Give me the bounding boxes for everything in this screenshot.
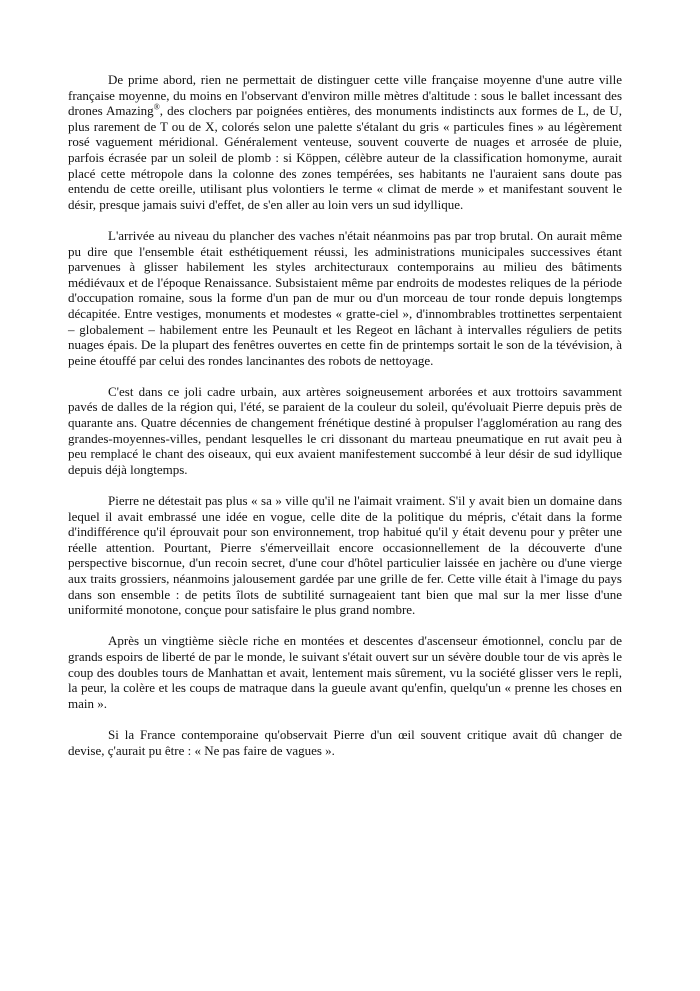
document-body [68,72,622,774]
paragraph-2: L'arrivée au niveau du plancher des vaches n'était néanmoins pas par trop brutal. On aurait même pu dire que l'ensemble était esthétiquement réussi, les administrations municipales successives étant parvenues à glisser habilement les styles architecturaux contemporains au milieu des bâtiments médiévaux et de l'époque Renaissance. Subsistaient même par endroits de modestes reliques de la période d'occupation romaine, sous la forme d'un pan de mur ou d'un morceau de tour ronde depuis longtemps décapitée. Entre vestiges, monuments et modestes « gratte-ciel », d'innombrables trottinettes serpentaient – globalement – habilement entre les Peunault et les Regeot en lâchant à intervalles réguliers de petits nuages épais. De la plupart des fenêtres ouvertes en cette fin de printemps sortait le son de la tévévision, à peine étouffé par celui des rondes lancinantes des robots de nettoyage. [68,227,622,368]
paragraph-1 [68,72,622,212]
paragraph-1-text-after: , des clochers par poignées entières, des monuments indistincts aux formes de L, de U, plus rarement de T ou de X, colorés selon une palette s'étalant du gris « particules fines » au légèrement rosé vaguement méridional. Généralement venteuse, souvent couverte de nuages et arrosée de pluie, parfois écrasée par un soleil de plomb : si Köppen, célèbre auteur de la classification homonyme, aurait placé cette métropole dans la colonne des zones tempérées, ses habitants ne l'auraient sans doute pas entendu de cette oreille, utilisant plus volontiers le terme « climat de merde » et manifestant souvent le désir, presque jamais suivi d'effet, de s'en aller au loin vers un sud idyllique. [68,103,622,212]
paragraph-1-text-before: De prime abord, rien ne permettait de distinguer cette ville française moyenne d'une autre ville française moyenne, du moins en l'observant d'environ mille mètres d'altitude : sous le ballet incessant des drones Amazing [68,72,622,119]
paragraph-5: Après un vingtième siècle riche en montées et descentes d'ascenseur émotionnel, conclu par de grands espoirs de liberté de par le monde, le suivant s'était ouvert sur un sévère double tour de vis après le coup des doubles tours de Manhattan et avait, lentement mais sûrement, vu la société glisser vers le repli, la peur, la colère et les coups de matraque dans la gueule avant qu'enfin, quelqu'un « prenne les choses en main ». [68,633,622,711]
registered-mark: ® [153,102,160,112]
paragraph-6: Si la France contemporaine qu'observait Pierre d'un œil souvent critique avait dû changer de devise, ç'aurait pu être : « Ne pas faire de vagues ». [68,726,622,758]
paragraph-3: C'est dans ce joli cadre urbain, aux artères soigneusement arborées et aux trottoirs savamment pavés de dalles de la région qui, l'été, se paraient de la couleur du soleil, qu'évoluait Pierre depuis près de quarante ans. Quatre décennies de changement frénétique destiné à propulser l'agglomération au rang des grandes-moyennes-villes, pendant lesquelles le cri dissonant du marteau pneumatique en rut avait peu à peu remplacé le chant des oiseaux, qui eux avaient manifestement succombé à leur désir de sud idyllique depuis déjà longtemps. [68,383,622,477]
paragraph-4: Pierre ne détestait pas plus « sa » ville qu'il ne l'aimait vraiment. S'il y avait bien un domaine dans lequel il avait embrassé une idée en vogue, celle dite de la politique du mépris, c'était dans la forme d'indifférence qu'il éprouvait pour son environnement, trop habitué qu'il y était devenu pour y prêter une réelle attention. Pourtant, Pierre s'émerveillait encore occasionnellement de la découverte d'une perspective biscornue, d'un recoin secret, d'une cour d'hôtel particulier laissée en jachère ou d'une vierge aux traits grossiers, néanmoins jalousement gardée par une grille de fer. Cette ville était à l'image du pays dans son ensemble : de petits îlots de subtilité surnageaient tant bien que mal sur la mer lisse d'une uniformité monotone, conçue pour satisfaire le plus grand nombre. [68,493,622,618]
